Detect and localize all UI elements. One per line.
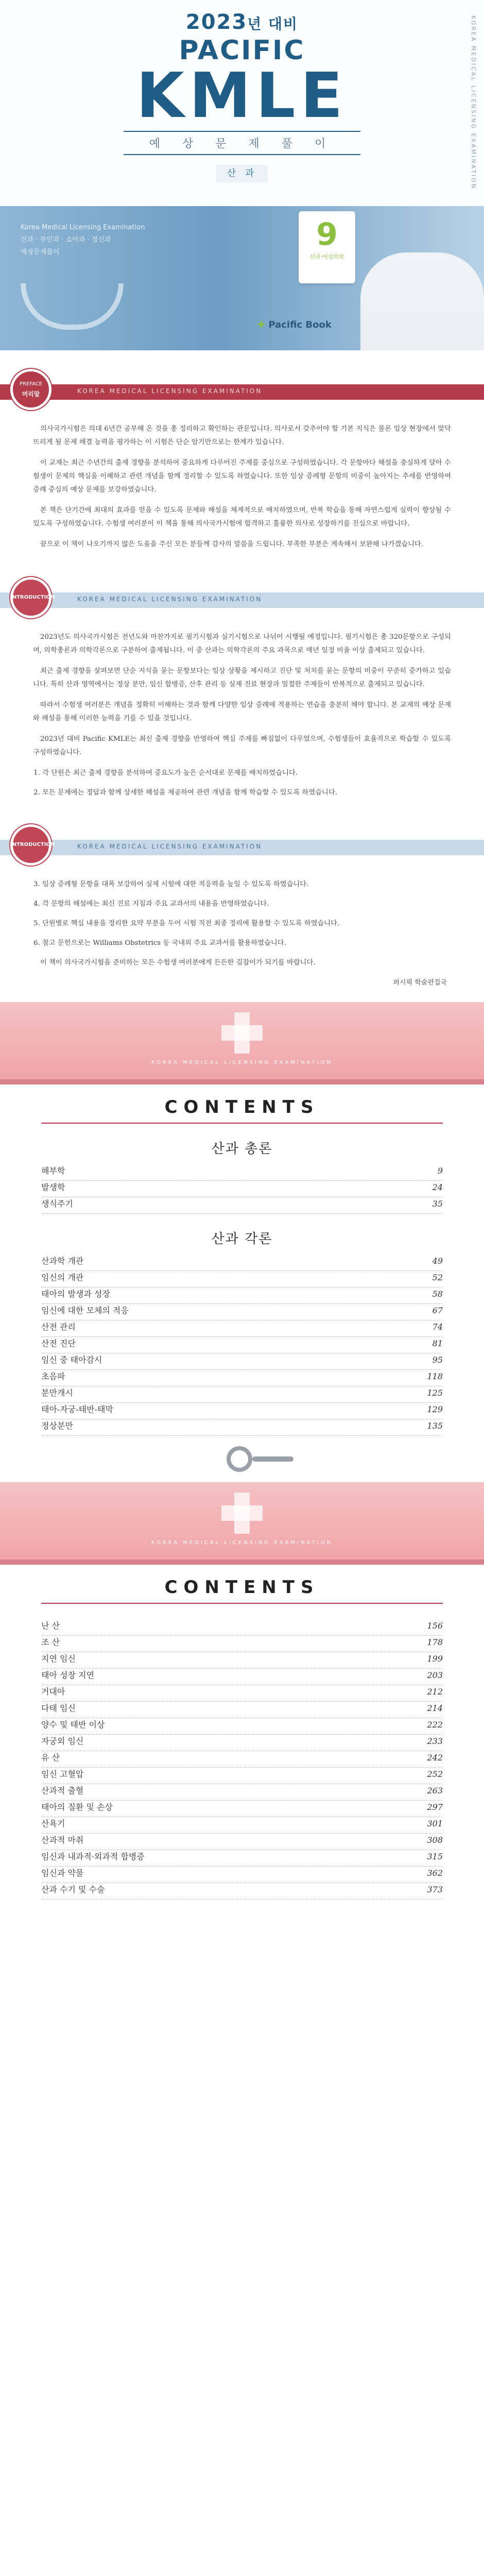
- intro-paragraph: 최근 출제 경향을 살펴보면 단순 지식을 묻는 문항보다는 임상 상황을 제시하고 진단 및 처치를 묻는 문항의 비중이 꾸준히 증가하고 있습니다. 특히 산과 영역에서는 정상 분만, 임신 합병증, 산후 관리 등 실제 진료 현장과 밀접한 주제들이 반복적으로 출제되고 있습니다.: [33, 667, 451, 688]
- toc-row[interactable]: [41, 1337, 443, 1353]
- contents-divider: [41, 1123, 443, 1124]
- intro-list: [33, 878, 451, 950]
- contents-title: CONTENTS: [164, 1097, 320, 1117]
- toc-row[interactable]: [41, 1784, 443, 1801]
- toc-title: 태아-자궁-태반-태막: [41, 1404, 113, 1414]
- cover-band-line: 산과 · 부인과 · 소아과 · 정신과: [21, 236, 111, 244]
- toc-title: 양수 및 태반 이상: [41, 1720, 105, 1730]
- toc-title: 임신에 대한 모체의 적응: [41, 1306, 129, 1315]
- toc-title: 산욕기: [41, 1819, 65, 1828]
- toc-title: 임신과 내과적·외과적 합병증: [41, 1852, 145, 1861]
- toc-title: 임신 고혈압: [41, 1769, 84, 1779]
- toc-page: 308: [427, 1835, 443, 1845]
- cover-year: [93, 10, 391, 34]
- volume-label: 산과·여성의학: [309, 253, 344, 260]
- preface-paragraph: 본 책은 단기간에 최대의 효과를 얻을 수 있도록 문제와 해설을 체계적으로 배치하였으며, 반복 학습을 통해 자연스럽게 실력이 향상될 수 있도록 구성하였습니다. 수험생 여러분이 이 책을 통해 의사국가시험에 합격하고 훌륭한 의사로 성장하기를 진심으로 바랍니다.: [33, 506, 451, 528]
- toc-title: 조 산: [41, 1637, 60, 1647]
- section-bar-text: KOREA MEDICAL LICENSING EXAMINATION: [77, 843, 263, 850]
- toc-row[interactable]: [41, 1419, 443, 1436]
- cover-subtitle: 예 상 문 제 풀 이: [124, 131, 360, 155]
- cover-band-line: Korea Medical Licensing Examination: [21, 224, 145, 231]
- toc-page: 214: [427, 1703, 443, 1713]
- toc-title: 산과 수기 및 수술: [41, 1885, 105, 1894]
- intro-list-item: 6. 참고 문헌으로는 Williams Obstetrics 등 국내외 주요 교과서를 활용하였습니다.: [42, 937, 451, 950]
- toc-title: 정상분만: [41, 1421, 73, 1431]
- toc-title: 산전 진단: [41, 1338, 76, 1348]
- toc-title: 초음파: [41, 1371, 65, 1381]
- toc-row[interactable]: [41, 1255, 443, 1271]
- toc-page: 74: [432, 1322, 443, 1332]
- toc-title: 임신과 약물: [41, 1868, 84, 1878]
- toc-title: 생식주기: [41, 1199, 73, 1209]
- toc-page: 178: [427, 1637, 443, 1647]
- toc-row[interactable]: [41, 1403, 443, 1419]
- toc-row[interactable]: [41, 1287, 443, 1304]
- cover-subject-badge: 산 과: [216, 165, 268, 182]
- toc-page: 199: [427, 1654, 443, 1664]
- toc-page: 81: [432, 1338, 443, 1348]
- toc-row[interactable]: [41, 1685, 443, 1702]
- toc-row[interactable]: [41, 1271, 443, 1287]
- doctor-illustration: [360, 252, 484, 350]
- cover-band-line: 예상문제풀이: [21, 248, 60, 256]
- toc-page: 212: [427, 1687, 443, 1697]
- stethoscope-icon: [0, 1436, 484, 1482]
- toc-page: 129: [427, 1404, 443, 1414]
- cover-photo-band: [0, 206, 484, 350]
- toc-page: 135: [427, 1421, 443, 1431]
- toc-title: 산과적 마취: [41, 1835, 84, 1845]
- volume-badge: [299, 211, 355, 283]
- toc-title: 난 산: [41, 1621, 60, 1631]
- publisher-logo: [257, 319, 332, 330]
- toc-row[interactable]: [41, 1768, 443, 1784]
- contents-divider: [41, 1603, 443, 1604]
- toc-page: 242: [427, 1753, 443, 1762]
- toc-title: 임신 중 태아감시: [41, 1355, 102, 1365]
- toc-page: 156: [427, 1621, 443, 1631]
- toc-row[interactable]: [41, 1652, 443, 1669]
- toc-row[interactable]: [41, 1619, 443, 1636]
- toc-page: 35: [432, 1199, 443, 1209]
- toc-title: 산과적 출혈: [41, 1786, 84, 1795]
- part-title: 산과 총론: [211, 1141, 273, 1157]
- toc-list: [41, 1255, 443, 1436]
- toc-row[interactable]: [41, 1386, 443, 1403]
- toc-list: [41, 1164, 443, 1214]
- toc-page: 233: [427, 1736, 443, 1746]
- toc-page: 24: [432, 1182, 443, 1192]
- toc-row[interactable]: [41, 1850, 443, 1867]
- toc-title: 지연 임신: [41, 1654, 76, 1664]
- toc-page: 297: [427, 1802, 443, 1812]
- toc-page: 222: [427, 1720, 443, 1730]
- toc-row[interactable]: [41, 1867, 443, 1883]
- toc-page: 263: [427, 1786, 443, 1795]
- toc-page: 301: [427, 1819, 443, 1828]
- toc-list: [41, 1619, 443, 1900]
- toc-title: 분만개시: [41, 1388, 73, 1398]
- plus-icon-horizontal: [221, 1505, 263, 1521]
- toc-page: 58: [432, 1289, 443, 1299]
- cover-title-block: [93, 10, 391, 155]
- toc-row[interactable]: [41, 1735, 443, 1751]
- toc-row[interactable]: [41, 1370, 443, 1386]
- banner-strip: [0, 1560, 484, 1565]
- toc-row[interactable]: [41, 1320, 443, 1337]
- toc-page: 203: [427, 1670, 443, 1680]
- toc-title: 발생학: [41, 1182, 65, 1192]
- preface-header: [0, 366, 484, 412]
- toc-row[interactable]: [41, 1164, 443, 1181]
- contents-banner-text: KOREA MEDICAL LICENSING EXAMINATION: [151, 1060, 333, 1065]
- intro-list: [33, 767, 451, 800]
- contents-banner-text: KOREA MEDICAL LICENSING EXAMINATION: [151, 1540, 333, 1546]
- banner-strip: [0, 1079, 484, 1084]
- intro-paragraph: 따라서 수험생 여러분은 개념을 정확히 이해하는 것과 함께 다양한 임상 증례에 적용하는 연습을 충분히 해야 합니다. 본 교재의 예상 문제와 해설을 통해 이러한 능력을 기를 수 있을 것입니다.: [33, 701, 451, 722]
- intro-list-item: 5. 단원별로 핵심 내용을 정리한 요약 부분을 두어 시험 직전 최종 정리에 활용할 수 있도록 하였습니다.: [42, 917, 451, 930]
- intro-paragraph: 2023년 대비 Pacific KMLE는 최신 출제 경향을 반영하여 핵심 주제를 빠짐없이 다루었으며, 수험생들이 효율적으로 학습할 수 있도록 구성하였습니다.: [33, 735, 451, 756]
- section-circle-label: INTRODUCTION: [10, 595, 55, 600]
- toc-row[interactable]: [41, 1817, 443, 1834]
- toc-title: 태아의 질환 및 손상: [41, 1802, 113, 1812]
- intro-closing: 이 책이 의사국가시험을 준비하는 모든 수험생 여러분에게 든든한 길잡이가 되기를 바랍니다.: [40, 959, 316, 967]
- introduction-header-2: [0, 821, 484, 868]
- cross-icon: ✚: [257, 319, 266, 330]
- section-circle-en: PREFACE: [19, 381, 43, 387]
- introduction-header: [0, 574, 484, 620]
- stethoscope-icon: [21, 283, 124, 330]
- toc-page: 373: [427, 1885, 443, 1894]
- intro-list-item: 4. 각 문항의 해설에는 최신 진료 지침과 주요 교과서의 내용을 반영하였습니다.: [42, 897, 451, 911]
- volume-number: 9: [316, 216, 338, 252]
- toc-title: 거대아: [41, 1687, 65, 1697]
- toc-row[interactable]: [41, 1718, 443, 1735]
- introduction-body-2: [0, 878, 484, 987]
- section-circle-label: INTRODUCTION: [10, 842, 55, 848]
- toc-page: 67: [432, 1306, 443, 1315]
- preface-paragraph: 의사국가시험은 의대 6년간 공부해 온 것을 총 정리하고 확인하는 관문입니다. 의사로서 갖추어야 할 기본 지식은 물론 임상 현장에서 맞닥뜨리게 될 문제 해결 능력을 평가하는 이 시험은 단순 암기만으로는 한계가 있습니다.: [33, 425, 451, 446]
- toc-title: 자궁외 임신: [41, 1736, 84, 1746]
- toc-title: 임신의 개관: [41, 1273, 84, 1282]
- cover-band-text: [21, 222, 237, 259]
- toc-row[interactable]: [41, 1636, 443, 1652]
- toc-row[interactable]: [41, 1304, 443, 1320]
- preface-paragraph: 끝으로 이 책이 나오기까지 많은 도움을 주신 모든 분들께 감사의 말씀을 드립니다. 부족한 부분은 계속해서 보완해 나가겠습니다.: [40, 540, 424, 548]
- toc-row[interactable]: [41, 1702, 443, 1718]
- cover-year-number: 2023: [185, 10, 248, 34]
- toc-title: 태아 성장 지연: [41, 1670, 94, 1680]
- toc-page: 362: [427, 1868, 443, 1878]
- stethoscope-tube: [252, 1456, 293, 1462]
- contents-title: CONTENTS: [164, 1577, 320, 1598]
- publisher-name: Pacific Book: [268, 319, 332, 330]
- toc-page: 95: [432, 1355, 443, 1365]
- toc-title: 산과학 개관: [41, 1256, 84, 1266]
- book-cover: [0, 0, 484, 350]
- part-title: 산과 각론: [211, 1231, 273, 1247]
- preface-paragraph: 이 교재는 최근 수년간의 출제 경향을 분석하여 중요하게 다루어진 주제를 중심으로 구성하였습니다. 각 문항마다 해설을 충실하게 달아 수험생이 문제의 핵심을 이해하고 관련 개념을 함께 정리할 수 있도록 하였습니다. 또한 임상 증례형 문항의 비중이 높아지는 추세를 반영하여 증례 중심의 예상 문제를 보강하였습니다.: [33, 459, 451, 494]
- cover-vertical-text: KOREA MEDICAL LICENSING EXAMINATION: [470, 15, 477, 190]
- introduction-body: [0, 631, 484, 800]
- toc-title: 태아의 발생과 성장: [41, 1289, 110, 1299]
- toc-title: 다태 임신: [41, 1703, 76, 1713]
- intro-list-item: 3. 임상 증례형 문항을 대폭 보강하여 실제 시험에 대한 적응력을 높일 수 있도록 하였습니다.: [42, 878, 451, 891]
- toc-page: 49: [432, 1256, 443, 1266]
- cover-pacific: PACIFIC: [179, 35, 305, 66]
- toc-page: 315: [427, 1852, 443, 1861]
- toc-row[interactable]: [41, 1181, 443, 1197]
- cover-year-suffix: 년 대비: [247, 15, 299, 32]
- toc-row[interactable]: [41, 1751, 443, 1768]
- toc-row[interactable]: [41, 1834, 443, 1850]
- toc-row[interactable]: [41, 1197, 443, 1214]
- intro-list-item: 1. 각 단원은 최근 출제 경향을 분석하여 중요도가 높은 순서대로 문제를 배치하였습니다.: [42, 767, 451, 780]
- plus-icon-horizontal: [221, 1025, 263, 1041]
- preface-body: [0, 422, 484, 551]
- toc-row[interactable]: [41, 1883, 443, 1900]
- stethoscope-ring: [227, 1446, 252, 1472]
- cover-kmle: KMLE: [136, 60, 348, 132]
- section-bar-text: KOREA MEDICAL LICENSING EXAMINATION: [77, 387, 263, 395]
- toc-page: 125: [427, 1388, 443, 1398]
- toc-row[interactable]: [41, 1669, 443, 1685]
- toc-title: 해부학: [41, 1166, 65, 1176]
- contents-banner-2: [0, 1482, 484, 1565]
- toc-page: 118: [427, 1371, 443, 1381]
- toc-page: 252: [427, 1769, 443, 1779]
- toc-title: 유 산: [41, 1753, 60, 1762]
- author-signature: 퍼시픽 학술편집국: [393, 979, 447, 987]
- section-circle-label: 머리말: [22, 391, 40, 398]
- contents-banner: [0, 1002, 484, 1084]
- intro-paragraph: 2023년도 의사국가시험은 전년도와 마찬가지로 필기시험과 실기시험으로 나뉘어 시행될 예정입니다. 필기시험은 총 320문항으로 구성되며, 의학총론과 의학각론으로 구분하여 출제됩니다. 이 중 산과는 의학각론의 주요 과목으로 매년 일정 비율 이상 출제되고 있습니다.: [33, 633, 451, 654]
- toc-row[interactable]: [41, 1801, 443, 1817]
- toc-page: 52: [432, 1273, 443, 1282]
- toc-title: 산전 관리: [41, 1322, 76, 1332]
- toc-row[interactable]: [41, 1353, 443, 1370]
- toc-page: 9: [437, 1166, 443, 1176]
- intro-list-item: 2. 모든 문제에는 정답과 함께 상세한 해설을 제공하여 관련 개념을 함께 학습할 수 있도록 하였습니다.: [42, 786, 451, 800]
- section-bar-text: KOREA MEDICAL LICENSING EXAMINATION: [77, 596, 263, 603]
